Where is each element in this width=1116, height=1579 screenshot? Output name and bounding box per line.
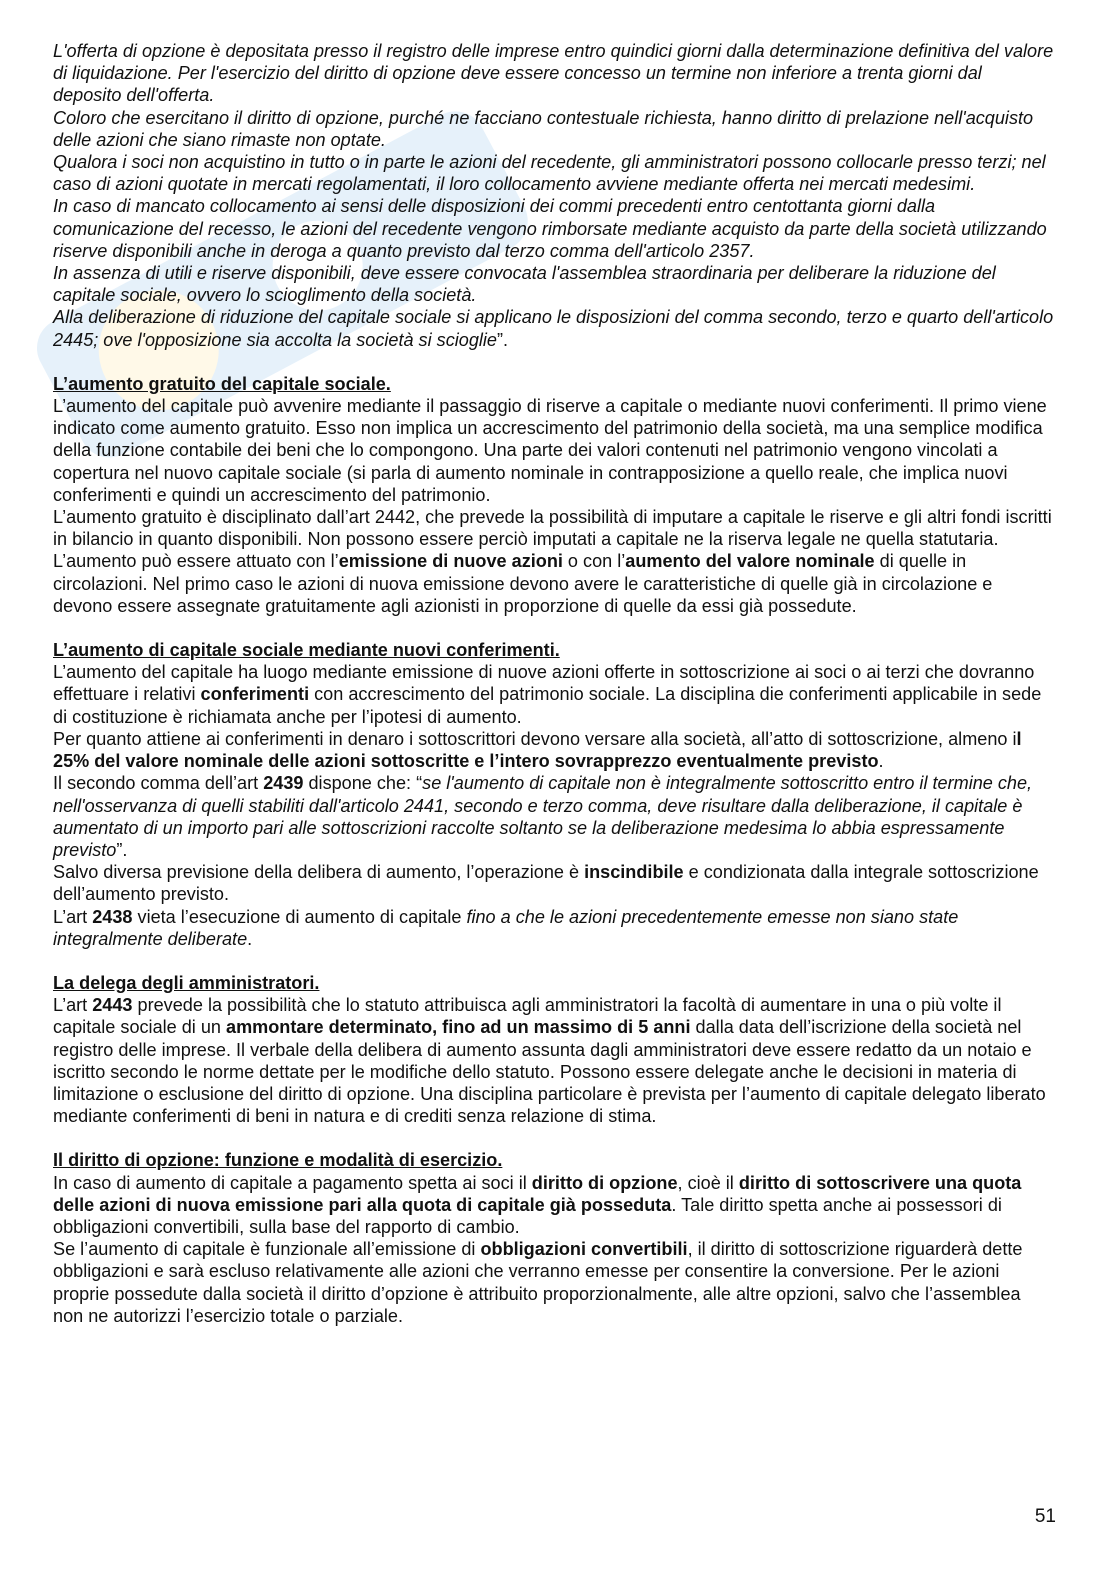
section-heading: La delega degli amministratori. [53,972,320,993]
bold-text: conferimenti [200,684,310,705]
section-delega-amministratori [53,972,1055,1127]
bold-text: emissione di nuove azioni [338,551,563,572]
section-heading: L’aumento di capitale sociale mediante nuovi conferimenti. [53,640,560,661]
text: Per quanto attiene ai conferimenti in denaro i sottoscrittori devono versare alla società, all’atto di sottoscrizione, almeno i [53,728,1017,749]
text: , il diritto di sottoscrizione riguarderà dette obbligazioni e sarà escluso relativamente alle azioni che verranno emesse per consentire la conversione. Per le azioni proprie possedute dalla società il diritto d’opzione è attribuito proporzionalmente, alle altre opzioni, salvo che l’assemblea non ne autorizzi l’esercizio totale o parziale. [53,1239,1023,1326]
section-aumento-gratuito [53,373,1055,617]
text: con accrescimento del patrimonio sociale. La disciplina die conferimenti applicabile in sede di costituzione è richiamata anche per l’ipotesi di aumento. [53,684,1042,727]
document-body [53,40,1055,1327]
quote-text: Alla deliberazione di riduzione del capitale sociale si applicano le disposizioni del comma secondo, terzo e quarto dell'articolo 2445; ove l'opposizione sia accolta la società si scioglie [53,307,1054,350]
text: vieta l’esecuzione di aumento di capitale [132,906,467,927]
text: L’art [53,995,93,1016]
text: prevede la possibilità che lo statuto attribuisca agli amministratori la facoltà di aumentare in una o più volte il capitale sociale di un [53,995,1002,1038]
paragraph [53,994,1055,1127]
bold-text: 2439 [263,773,304,794]
text: e condizionata dalla integrale sottoscrizione dell’aumento previsto. [53,862,1039,905]
text: Se l’aumento di capitale è funzionale all’emissione di [53,1239,481,1260]
text: ”. [116,839,128,860]
quote-paragraph: Coloro che esercitano il diritto di opzione, purché ne facciano contestuale richiesta, hanno diritto di prelazione nell'acquisto delle azioni che siano rimaste non optate. [53,107,1034,150]
paragraph [53,906,1055,950]
text: o con l’ [562,551,626,572]
text: , cioè il [677,1172,739,1193]
section-heading: L’aumento gratuito del capitale sociale. [53,373,391,394]
text: . Tale diritto spetta anche ai possessori di obbligazioni convertibili, sulla base del rapporto di cambio. [53,1194,1002,1237]
bold-text: 2443 [92,995,133,1016]
bold-text: diritto di sottoscrivere una quota delle azioni di nuova emissione pari alla quota di capitale già posseduta [53,1172,1022,1215]
paragraph [53,1172,1055,1239]
paragraph [53,772,1055,861]
text: dalla data dell’iscrizione della società nel registro delle imprese. Il verbale della delibera di aumento assunta dagli amministratori deve essere redatto da un notaio e iscritto secondo le norme dettate per le modifiche dello statuto. Possono essere delegate anche le decisioni in materia di limitazione o esclusione del diritto di opzione. Una disciplina particolare è prevista per l’aumento di capitale delegato liberato mediante conferimenti di beni in natura e di crediti senza relazione di stima. [53,1017,1046,1127]
page-number: 51 [1034,1506,1056,1527]
bold-text: obbligazioni convertibili [480,1239,688,1260]
text: L’aumento del capitale ha luogo mediante emissione di nuove azioni offerte in sottoscrizione ai soci o ai terzi che dovranno effettuare i relativi [53,662,1035,705]
text: . [878,751,884,772]
text: L’art [53,906,93,927]
quote-paragraph: L'offerta di opzione è depositata presso il registro delle imprese entro quindici giorni dalla determinazione definitiva del valore di liquidazione. Per l'esercizio del diritto di opzione deve essere concesso un termine non inferiore a trenta giorni dal deposito dell'offerta. [53,41,1054,106]
paragraph [53,661,1055,728]
text: Salvo diversa previsione della delibera di aumento, l’operazione è [53,862,585,883]
bold-text: ammontare determinato, fino ad un massimo di 5 anni [226,1017,691,1038]
italic-text: fino a che le azioni precedentemente emesse non siano state integralmente deliberate [53,906,959,949]
quote-paragraph [53,306,1055,350]
quoted-article-block [53,40,1055,351]
section-heading: Il diritto di opzione: funzione e modalità di esercizio. [53,1150,503,1171]
bold-text: aumento del valore nominale [625,551,875,572]
quote-paragraph: In caso di mancato collocamento ai sensi delle disposizioni dei commi precedenti entro centottanta giorni dalla comunicazione del recesso, le azioni del recedente vengono rimborsate mediante acquisto da parte della società utilizzando riserve disponibili anche in deroga a quanto previsto dal terzo comma dell'articolo 2357. [53,196,1047,261]
bold-text: l 25% del valore nominale delle azioni sottoscritte e l’intero sovrapprezzo eventualmente previsto [53,728,1022,772]
quote-paragraph: In assenza di utili e riserve disponibili, deve essere convocata l'assemblea straordinaria per deliberare la riduzione del capitale sociale, ovvero lo scioglimento della società. [53,263,996,306]
quote-close: ”. [497,329,509,350]
text: . [247,928,253,949]
quote-paragraph: Qualora i soci non acquistino in tutto o in parte le azioni del recedente, gli amministratori possono collocarle presso terzi; nel caso di azioni quotate in mercati regolamentati, il loro collocamento avviene mediante offerta nei mercati medesimi. [53,152,1046,195]
section-diritto-opzione [53,1149,1055,1327]
section-nuovi-conferimenti [53,639,1055,950]
bold-text: 2438 [92,906,133,927]
text: dispone che: “ [303,773,423,794]
bold-text: inscindibile [584,862,684,883]
italic-text: se l'aumento di capitale non è integralmente sottoscritto entro il termine che, nell'osservanza di quelli stabiliti dall'articolo 2441, secondo e terzo comma, deve risultare dalla deliberazione, il capitale è aumentato di un importo pari alle sottoscrizioni raccolte soltanto se la deliberazione medesima lo abbia espressamente previsto [53,773,1033,860]
text: Il secondo comma dell’art [53,773,264,794]
paragraph [53,1238,1055,1327]
bold-text: diritto di opzione [531,1172,678,1193]
text: In caso di aumento di capitale a pagamento spetta ai soci il [53,1172,532,1193]
text: di quelle in circolazioni. Nel primo caso le azioni di nuova emissione devono avere le caratteristiche di quelle già in circolazione e devono essere assegnate gratuitamente agli azionisti in proporzione di quelle da essi già possedute. [53,551,993,616]
paragraph [53,506,1055,617]
paragraph: L’aumento del capitale può avvenire mediante il passaggio di riserve a capitale o mediante nuovi conferimenti. Il primo viene indicato come aumento gratuito. Esso non implica un accrescimento del patrimonio della società, ma una semplice modifica della funzione contabile dei beni che lo compongono. Una parte dei valori contenuti nel patrimonio vengono vincolati a copertura nel nuovo capitale sociale (si parla di aumento nominale in contrapposizione a quello reale, che implica nuovi conferimenti e quindi un accrescimento del patrimonio. [53,396,1047,505]
paragraph [53,728,1055,772]
text: L’aumento gratuito è disciplinato dall’art 2442, che prevede la possibilità di imputare a capitale le riserve e gli altri fondi iscritti in bilancio in quanto disponibili. Non possono essere perciò imputati a capitale ne la riserva legale ne quella statutaria. L’aumento può essere attuato con l’ [53,507,1052,572]
paragraph [53,861,1055,905]
